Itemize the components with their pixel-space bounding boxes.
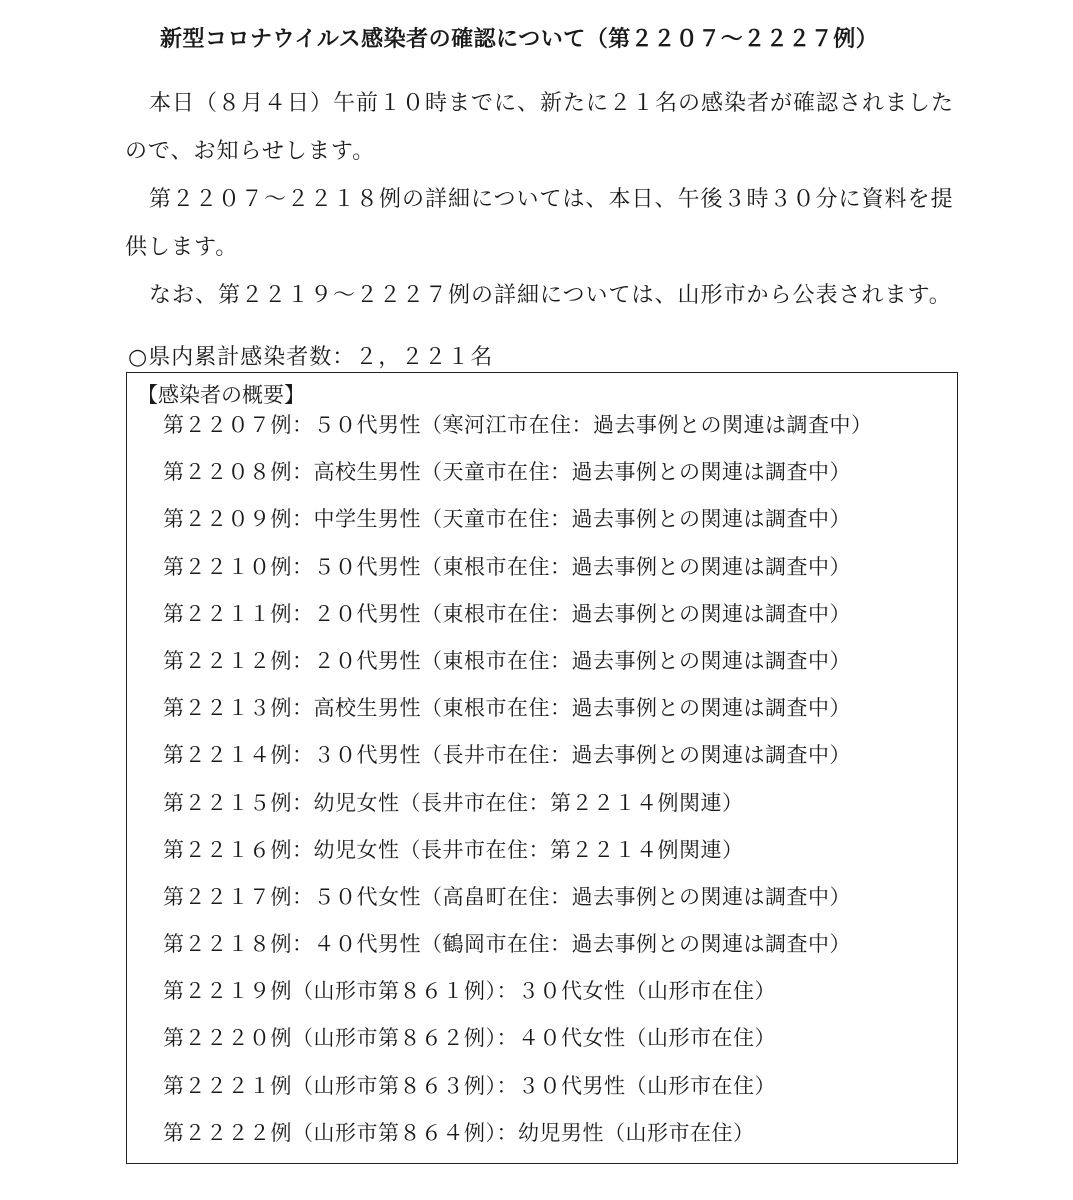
paragraph-yamagata-city-note-text: なお、第２２１９～２２２７例の詳細については、山形市から公表されます。 <box>149 283 952 308</box>
document-title: 新型コロナウイルス感染者の確認について（第２２０７～２２２７例） <box>160 27 879 52</box>
case-item: 第２２１９例（山形市第８６１例）：３０代女性（山形市在住） <box>163 979 776 1004</box>
case-item: 第２２１４例：３０代男性（長井市在住：過去事例との関連は調査中） <box>163 743 851 768</box>
case-item: 第２２１７例：５０代女性（高畠町在住：過去事例との関連は調査中） <box>163 884 851 909</box>
case-item: 第２２０８例：高校生男性（天童市在住：過去事例との関連は調査中） <box>163 460 851 485</box>
case-item: 第２２１２例：２０代男性（東根市在住：過去事例との関連は調査中） <box>163 648 851 673</box>
case-item: 第２２２１例（山形市第８６３例）：３０代男性（山形市在住） <box>163 1073 776 1098</box>
cumulative-total: ○県内累計感染者数：２，２２１名 <box>128 345 494 370</box>
case-item: 第２２０９例：中学生男性（天童市在住：過去事例との関連は調査中） <box>163 507 851 532</box>
paragraph-details-schedule-text: 第２２０７～２２１８例の詳細については、本日、午後３時３０分に資料を提供します。 <box>125 187 954 260</box>
case-summary-heading: 【感染者の概要】 <box>137 383 305 407</box>
case-item: 第２２１３例：高校生男性（東根市在住：過去事例との関連は調査中） <box>163 696 851 721</box>
case-item: 第２２２２例（山形市第８６４例）：幼児男性（山形市在住） <box>163 1120 755 1145</box>
case-item: 第２２１１例：２０代男性（東根市在住：過去事例との関連は調査中） <box>163 601 851 626</box>
case-item: 第２２１５例：幼児女性（長井市在住：第２２１４例関連） <box>163 790 744 815</box>
case-list <box>163 411 873 1166</box>
paragraph-announcement-text: 本日（８月４日）午前１０時までに、新たに２１名の感染者が確認されましたので、お知らせします。 <box>125 91 955 164</box>
case-item: 第２２１８例：４０代男性（鶴岡市在住：過去事例との関連は調査中） <box>163 932 851 957</box>
case-item: 第２２１６例：幼児女性（長井市在住：第２２１４例関連） <box>163 837 744 862</box>
paragraph-yamagata-city-note <box>125 272 955 320</box>
paragraph-announcement <box>125 80 955 176</box>
case-item: 第２２１０例：５０代男性（東根市在住：過去事例との関連は調査中） <box>163 554 851 579</box>
case-item: 第２２２０例（山形市第８６２例）：４０代女性（山形市在住） <box>163 1026 776 1051</box>
case-item: 第２２０７例：５０代男性（寒河江市在住：過去事例との関連は調査中） <box>163 413 873 437</box>
case-summary-box <box>126 372 958 1164</box>
paragraph-details-schedule <box>125 176 955 272</box>
